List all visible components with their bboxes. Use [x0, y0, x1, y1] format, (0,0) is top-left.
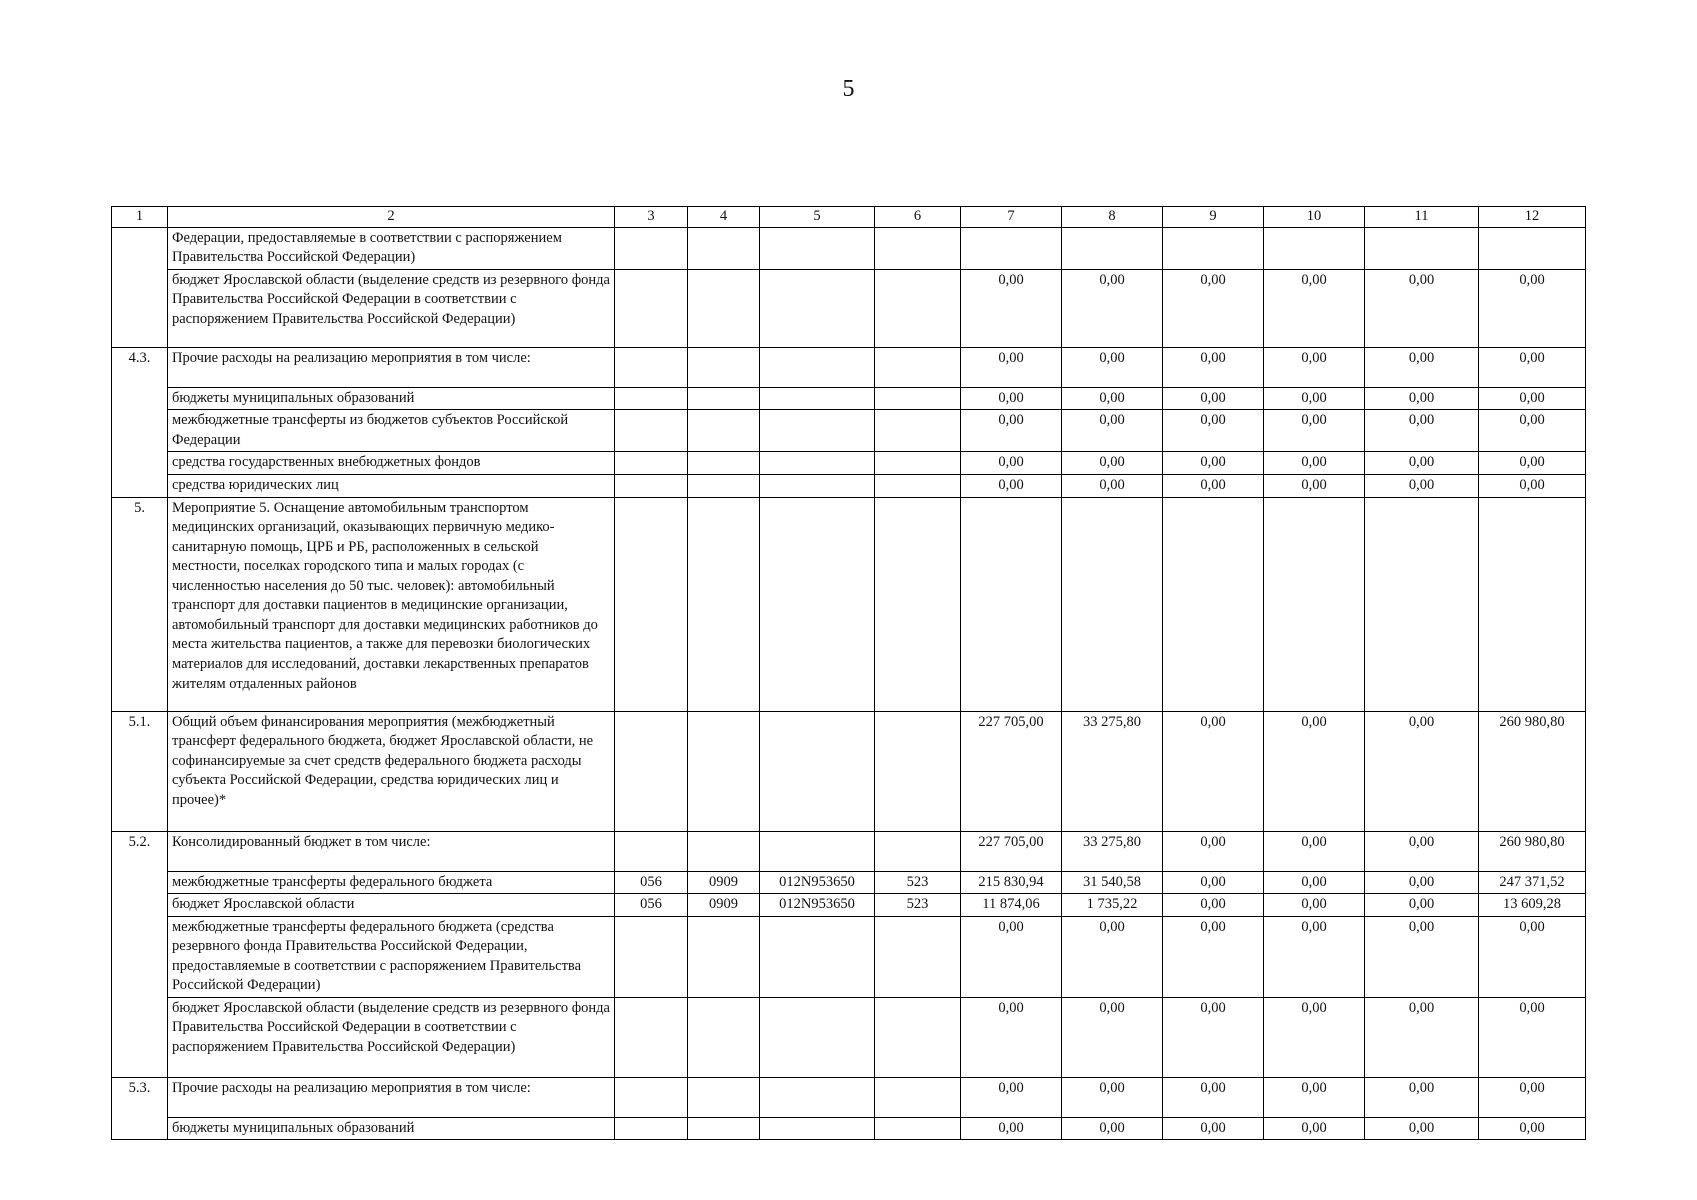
section-code-cell — [688, 997, 760, 1077]
admin-code-cell — [615, 997, 688, 1077]
section-code-cell — [688, 916, 760, 997]
admin-code-cell — [615, 269, 688, 347]
amount-cell: 0,00 — [1365, 269, 1479, 347]
amount-cell: 0,00 — [1062, 269, 1163, 347]
expense-type-cell — [875, 916, 961, 997]
amount-cell: 0,00 — [1062, 916, 1163, 997]
amount-cell: 0,00 — [1365, 916, 1479, 997]
amount-cell: 0,00 — [1163, 452, 1264, 475]
amount-cell — [1264, 497, 1365, 711]
row-number-cell: 5.2. — [112, 831, 168, 871]
section-code-cell — [688, 1077, 760, 1117]
amount-cell: 0,00 — [1163, 387, 1264, 410]
row-number-cell — [112, 227, 168, 269]
target-article-cell — [760, 452, 875, 475]
description-cell: бюджет Ярославской области (выделение средств из резервного фонда Правительства Российской Федерации в соответствии с распоряжением Правительства Российской Федерации) — [168, 997, 615, 1077]
description-cell: бюджет Ярославской области — [168, 894, 615, 917]
amount-cell — [961, 497, 1062, 711]
row-number-cell — [112, 387, 168, 410]
amount-cell: 0,00 — [1479, 997, 1586, 1077]
target-article-cell — [760, 711, 875, 831]
description-cell: Прочие расходы на реализацию мероприятия в том числе: — [168, 1077, 615, 1117]
description-cell: межбюджетные трансферты из бюджетов субъектов Российской Федерации — [168, 410, 615, 452]
target-article-cell — [760, 227, 875, 269]
table-row — [112, 831, 1586, 871]
table-row — [112, 1117, 1586, 1140]
amount-cell: 0,00 — [1365, 410, 1479, 452]
amount-cell: 0,00 — [1264, 1077, 1365, 1117]
section-code-cell — [688, 452, 760, 475]
amount-cell — [1062, 227, 1163, 269]
amount-cell: 0,00 — [1479, 474, 1586, 497]
section-code-cell — [688, 347, 760, 387]
section-code-cell: 0909 — [688, 894, 760, 917]
target-article-cell — [760, 269, 875, 347]
amount-cell: 0,00 — [1479, 410, 1586, 452]
budget-table — [111, 206, 1586, 1140]
expense-type-cell — [875, 269, 961, 347]
amount-cell: 0,00 — [961, 452, 1062, 475]
amount-cell — [1163, 497, 1264, 711]
amount-cell: 0,00 — [1365, 871, 1479, 894]
row-number-cell — [112, 997, 168, 1077]
row-number-cell — [112, 916, 168, 997]
amount-cell: 0,00 — [1365, 894, 1479, 917]
amount-cell: 0,00 — [961, 347, 1062, 387]
amount-cell: 0,00 — [1264, 1117, 1365, 1140]
amount-cell: 33 275,80 — [1062, 831, 1163, 871]
row-number-cell — [112, 269, 168, 347]
table-row — [112, 916, 1586, 997]
admin-code-cell — [615, 410, 688, 452]
table-row — [112, 227, 1586, 269]
amount-cell — [1365, 497, 1479, 711]
amount-cell: 0,00 — [1264, 269, 1365, 347]
amount-cell — [1264, 227, 1365, 269]
row-number-cell: 5.1. — [112, 711, 168, 831]
target-article-cell — [760, 497, 875, 711]
amount-cell: 0,00 — [1163, 410, 1264, 452]
amount-cell: 0,00 — [1062, 1077, 1163, 1117]
target-article-cell — [760, 916, 875, 997]
table-row — [112, 347, 1586, 387]
amount-cell: 13 609,28 — [1479, 894, 1586, 917]
section-code-cell — [688, 474, 760, 497]
amount-cell — [1163, 227, 1264, 269]
target-article-cell — [760, 831, 875, 871]
amount-cell: 0,00 — [1062, 452, 1163, 475]
admin-code-cell — [615, 452, 688, 475]
amount-cell: 0,00 — [1264, 410, 1365, 452]
amount-cell: 0,00 — [1365, 474, 1479, 497]
amount-cell: 215 830,94 — [961, 871, 1062, 894]
amount-cell: 0,00 — [1163, 916, 1264, 997]
admin-code-cell — [615, 474, 688, 497]
amount-cell: 0,00 — [1163, 1077, 1264, 1117]
amount-cell: 0,00 — [1264, 387, 1365, 410]
admin-code-cell — [615, 831, 688, 871]
expense-type-cell — [875, 831, 961, 871]
column-header: 8 — [1062, 207, 1163, 228]
amount-cell: 0,00 — [1062, 1117, 1163, 1140]
amount-cell: 0,00 — [961, 269, 1062, 347]
amount-cell: 0,00 — [1062, 410, 1163, 452]
amount-cell: 0,00 — [961, 997, 1062, 1077]
column-header: 3 — [615, 207, 688, 228]
expense-type-cell: 523 — [875, 894, 961, 917]
admin-code-cell — [615, 227, 688, 269]
column-header: 5 — [760, 207, 875, 228]
amount-cell: 0,00 — [1365, 1077, 1479, 1117]
amount-cell: 0,00 — [1365, 997, 1479, 1077]
amount-cell: 11 874,06 — [961, 894, 1062, 917]
admin-code-cell: 056 — [615, 894, 688, 917]
description-cell: бюджеты муниципальных образований — [168, 1117, 615, 1140]
column-header: 11 — [1365, 207, 1479, 228]
table-row — [112, 474, 1586, 497]
expense-type-cell — [875, 497, 961, 711]
section-code-cell: 0909 — [688, 871, 760, 894]
column-header: 2 — [168, 207, 615, 228]
row-number-cell: 5. — [112, 497, 168, 711]
amount-cell: 0,00 — [961, 916, 1062, 997]
amount-cell: 0,00 — [1062, 347, 1163, 387]
table-row — [112, 997, 1586, 1077]
section-code-cell — [688, 711, 760, 831]
table-row — [112, 711, 1586, 831]
header-row — [112, 207, 1586, 228]
expense-type-cell — [875, 474, 961, 497]
admin-code-cell — [615, 347, 688, 387]
section-code-cell — [688, 1117, 760, 1140]
amount-cell: 0,00 — [1365, 831, 1479, 871]
target-article-cell — [760, 1077, 875, 1117]
amount-cell — [961, 227, 1062, 269]
row-number-cell — [112, 871, 168, 894]
table-row — [112, 871, 1586, 894]
target-article-cell — [760, 410, 875, 452]
target-article-cell: 012N953650 — [760, 871, 875, 894]
amount-cell: 0,00 — [1264, 711, 1365, 831]
amount-cell: 0,00 — [1163, 269, 1264, 347]
amount-cell: 0,00 — [961, 1117, 1062, 1140]
amount-cell: 0,00 — [1264, 871, 1365, 894]
expense-type-cell — [875, 1077, 961, 1117]
description-cell: Прочие расходы на реализацию мероприятия в том числе: — [168, 347, 615, 387]
section-code-cell — [688, 387, 760, 410]
amount-cell: 0,00 — [1264, 894, 1365, 917]
row-number-cell — [112, 452, 168, 475]
admin-code-cell — [615, 387, 688, 410]
amount-cell: 0,00 — [1479, 452, 1586, 475]
description-cell: бюджеты муниципальных образований — [168, 387, 615, 410]
target-article-cell — [760, 347, 875, 387]
expense-type-cell — [875, 1117, 961, 1140]
column-header: 6 — [875, 207, 961, 228]
amount-cell: 0,00 — [1479, 269, 1586, 347]
row-number-cell — [112, 410, 168, 452]
amount-cell: 0,00 — [1163, 474, 1264, 497]
amount-cell: 0,00 — [1163, 871, 1264, 894]
amount-cell: 0,00 — [1479, 347, 1586, 387]
expense-type-cell — [875, 711, 961, 831]
row-number-cell — [112, 474, 168, 497]
section-code-cell — [688, 269, 760, 347]
description-cell: средства юридических лиц — [168, 474, 615, 497]
amount-cell: 0,00 — [1264, 831, 1365, 871]
amount-cell: 0,00 — [1264, 916, 1365, 997]
expense-type-cell — [875, 347, 961, 387]
description-cell: средства государственных внебюджетных фондов — [168, 452, 615, 475]
amount-cell: 31 540,58 — [1062, 871, 1163, 894]
table-row — [112, 497, 1586, 711]
amount-cell: 0,00 — [961, 410, 1062, 452]
amount-cell: 0,00 — [1163, 831, 1264, 871]
amount-cell: 0,00 — [1264, 997, 1365, 1077]
table-row — [112, 410, 1586, 452]
expense-type-cell — [875, 410, 961, 452]
amount-cell: 260 980,80 — [1479, 711, 1586, 831]
amount-cell: 0,00 — [1479, 916, 1586, 997]
amount-cell: 0,00 — [1365, 347, 1479, 387]
amount-cell: 0,00 — [1264, 452, 1365, 475]
expense-type-cell — [875, 997, 961, 1077]
description-cell: Консолидированный бюджет в том числе: — [168, 831, 615, 871]
amount-cell: 0,00 — [1163, 997, 1264, 1077]
amount-cell: 1 735,22 — [1062, 894, 1163, 917]
amount-cell — [1479, 227, 1586, 269]
amount-cell: 0,00 — [1163, 894, 1264, 917]
admin-code-cell — [615, 916, 688, 997]
amount-cell: 0,00 — [1264, 347, 1365, 387]
amount-cell: 0,00 — [961, 387, 1062, 410]
expense-type-cell: 523 — [875, 871, 961, 894]
target-article-cell: 012N953650 — [760, 894, 875, 917]
amount-cell — [1479, 497, 1586, 711]
amount-cell: 0,00 — [1365, 711, 1479, 831]
description-cell: межбюджетные трансферты федерального бюджета — [168, 871, 615, 894]
amount-cell: 0,00 — [1479, 1117, 1586, 1140]
column-header: 9 — [1163, 207, 1264, 228]
column-header: 1 — [112, 207, 168, 228]
amount-cell: 227 705,00 — [961, 711, 1062, 831]
target-article-cell — [760, 474, 875, 497]
column-header: 12 — [1479, 207, 1586, 228]
section-code-cell — [688, 410, 760, 452]
description-cell: Мероприятие 5. Оснащение автомобильным транспортом медицинских организаций, оказывающих первичную медико-санитарную помощь, ЦРБ и РБ, расположенных в сельской местности, поселках городского типа и малых городах (с численностью населения до 50 тыс. человек): автомобильный транспорт для доставки пациентов в медицинские организации, автомобильный транспорт для доставки медицинских работников до места жительства пациентов, а также для перевозки биологических материалов для исследований, доставки лекарственных препаратов жителям отдаленных районов — [168, 497, 615, 711]
table-row — [112, 387, 1586, 410]
amount-cell: 0,00 — [1163, 1117, 1264, 1140]
target-article-cell — [760, 387, 875, 410]
amount-cell: 0,00 — [1479, 1077, 1586, 1117]
description-cell: бюджет Ярославской области (выделение средств из резервного фонда Правительства Российской Федерации в соответствии с распоряжением Правительства Российской Федерации) — [168, 269, 615, 347]
table-row — [112, 1077, 1586, 1117]
row-number-cell — [112, 894, 168, 917]
amount-cell: 0,00 — [1163, 711, 1264, 831]
admin-code-cell — [615, 497, 688, 711]
page-number: 5 — [842, 76, 855, 102]
amount-cell: 0,00 — [1163, 347, 1264, 387]
column-header: 7 — [961, 207, 1062, 228]
amount-cell: 0,00 — [961, 474, 1062, 497]
target-article-cell — [760, 1117, 875, 1140]
amount-cell: 0,00 — [1062, 997, 1163, 1077]
amount-cell: 227 705,00 — [961, 831, 1062, 871]
table-row — [112, 269, 1586, 347]
amount-cell: 0,00 — [1479, 387, 1586, 410]
admin-code-cell — [615, 1077, 688, 1117]
section-code-cell — [688, 497, 760, 711]
amount-cell: 0,00 — [1264, 474, 1365, 497]
expense-type-cell — [875, 227, 961, 269]
amount-cell: 247 371,52 — [1479, 871, 1586, 894]
admin-code-cell — [615, 1117, 688, 1140]
section-code-cell — [688, 227, 760, 269]
amount-cell: 0,00 — [1365, 1117, 1479, 1140]
table-row — [112, 894, 1586, 917]
amount-cell: 0,00 — [1062, 387, 1163, 410]
section-code-cell — [688, 831, 760, 871]
amount-cell — [1365, 227, 1479, 269]
amount-cell: 260 980,80 — [1479, 831, 1586, 871]
admin-code-cell: 056 — [615, 871, 688, 894]
column-header: 4 — [688, 207, 760, 228]
amount-cell: 33 275,80 — [1062, 711, 1163, 831]
amount-cell: 0,00 — [1365, 387, 1479, 410]
expense-type-cell — [875, 452, 961, 475]
column-header: 10 — [1264, 207, 1365, 228]
target-article-cell — [760, 997, 875, 1077]
row-number-cell: 4.3. — [112, 347, 168, 387]
description-cell: Федерации, предоставляемые в соответствии с распоряжением Правительства Российской Федерации) — [168, 227, 615, 269]
expense-type-cell — [875, 387, 961, 410]
admin-code-cell — [615, 711, 688, 831]
table-row — [112, 452, 1586, 475]
row-number-cell: 5.3. — [112, 1077, 168, 1117]
amount-cell: 0,00 — [1365, 452, 1479, 475]
amount-cell: 0,00 — [1062, 474, 1163, 497]
description-cell: Общий объем финансирования мероприятия (межбюджетный трансферт федерального бюджета, бюджет Ярославской области, не софинансируемые за счет средств федерального бюджета расходы субъекта Российской Федерации, средства юридических лиц и прочее)* — [168, 711, 615, 831]
description-cell: межбюджетные трансферты федерального бюджета (средства резервного фонда Правительства Российской Федерации, предоставляемые в соответствии с распоряжением Правительства Российской Федерации) — [168, 916, 615, 997]
amount-cell: 0,00 — [961, 1077, 1062, 1117]
amount-cell — [1062, 497, 1163, 711]
row-number-cell — [112, 1117, 168, 1140]
